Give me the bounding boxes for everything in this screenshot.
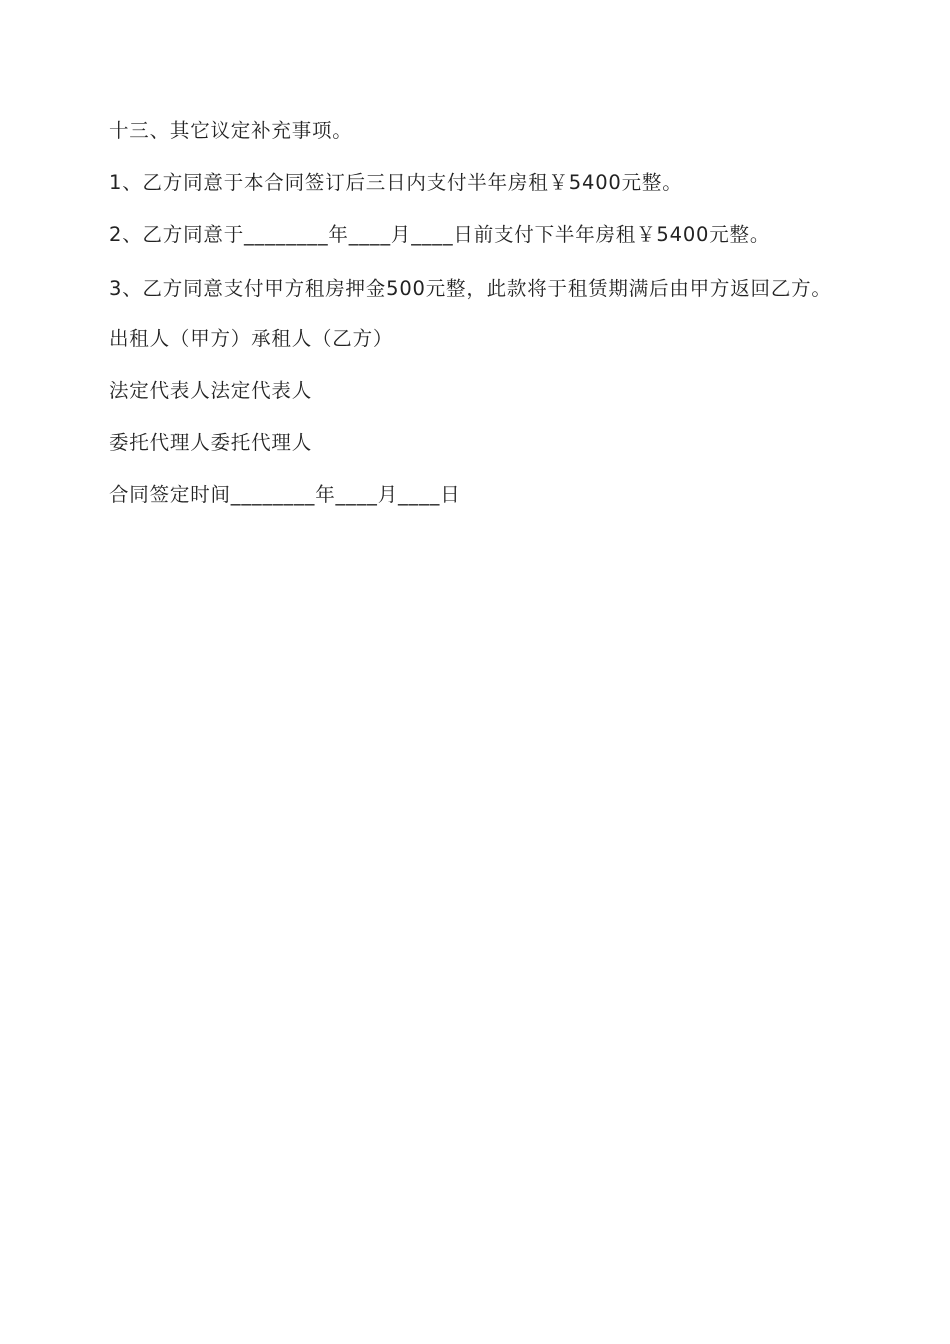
signing-date-line: 合同签定时间________年____月____日 xyxy=(109,483,461,506)
clause-2: 2、乙方同意于________年____月____日前支付下半年房租￥5400元整。 xyxy=(109,223,771,246)
legal-representative-line: 法定代表人法定代表人 xyxy=(109,379,313,402)
clause-3: 3、乙方同意支付甲方租房押金500元整，此款将于租赁期满后由甲方返回乙方。 xyxy=(109,277,832,300)
document-body xyxy=(109,118,844,534)
section-heading: 十三、其它议定补充事项。 xyxy=(109,119,353,142)
lessor-lessee-line: 出租人（甲方）承租人（乙方） xyxy=(109,327,394,350)
clause-1: 1、乙方同意于本合同签订后三日内支付半年房租￥5400元整。 xyxy=(109,171,683,194)
authorized-agent-line: 委托代理人委托代理人 xyxy=(109,431,313,454)
